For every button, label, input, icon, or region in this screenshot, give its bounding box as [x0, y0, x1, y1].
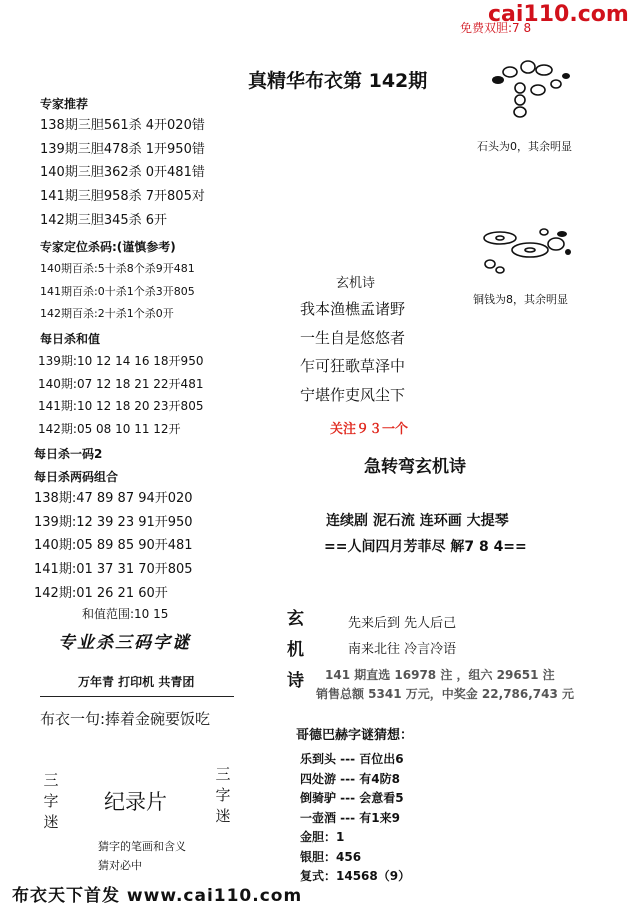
footer: 布衣天下首发 www.cai110.com — [12, 886, 303, 906]
sum-line: 142期:05 08 10 11 12开 — [38, 421, 181, 436]
position-heading: 专家定位杀码:(谨慎参考) — [40, 240, 176, 254]
pairs-line: 140期:05 89 85 90开481 — [34, 538, 193, 554]
expert-line: 138期三胆561杀 4开020错 — [40, 118, 205, 133]
goldbach-line: 复式：14568（9） — [300, 869, 411, 883]
poem-line: 我本渔樵孟诸野 — [300, 300, 406, 318]
page-title: 真精华布衣第 142期 — [248, 70, 428, 92]
goldbach-line: 四处游 --- 有4防8 — [300, 771, 400, 786]
goldbach-heading: 哥德巴赫字谜猜想： — [296, 728, 414, 743]
goldbach-line: 乐到头 --- 百位出6 — [300, 752, 404, 766]
sum-list — [38, 350, 203, 440]
expert-line: 142期三胆345杀 6开 — [40, 212, 168, 228]
stones-caption: 石头为0，其余明显 — [477, 140, 572, 153]
sales-line: 销售总额 5341 万元，中奖金 22,786,743 元 — [316, 687, 575, 701]
site-logo — [450, 0, 629, 35]
xuanji-side-label: 玄机诗 — [287, 609, 304, 691]
pairs-line: 141期:01 37 31 70开805 — [34, 562, 193, 578]
poem-line: 乍可狂歌草泽中 — [300, 357, 406, 375]
xuanji-line: 先来后到 先人后己 — [348, 616, 457, 631]
poem-line: 宁堪作吏风尘下 — [300, 385, 406, 404]
sum-line: 141期:10 12 18 20 23开805 — [38, 399, 204, 413]
logo-site: cai110.com — [488, 2, 629, 27]
goldbach-line: 金胆：1 — [300, 830, 345, 844]
coins-caption: 铜钱为8，其余明显 — [473, 293, 568, 306]
position-line: 140期百杀:5十杀8个杀9开481 — [40, 262, 195, 275]
expert-heading: 专家推荐 — [40, 97, 89, 111]
pairs-line: 139期:12 39 23 91开950 — [34, 514, 193, 530]
riddle-words: 万年青 打印机 共青团 — [78, 675, 195, 689]
sales-line: 141 期直选 16978 注 ，组六 29651 注 — [325, 668, 555, 682]
pairs-line: 138期:47 89 87 94开020 — [34, 491, 193, 506]
expert-list — [40, 114, 205, 233]
buyi-line: 布衣一句:捧着金碗要饭吃 — [40, 710, 211, 728]
divider — [40, 696, 234, 697]
position-line: 142期百杀:2十杀1个杀0开 — [40, 307, 174, 320]
goldbach-line: 一壶酒 --- 有1来9 — [300, 810, 400, 825]
poem-heading: 玄机诗 — [336, 276, 376, 291]
three-riddle-word: 纪录片 — [104, 790, 167, 814]
xuanji-line: 南来北往 冷言冷语 — [348, 642, 457, 657]
sharp-turn-title: 急转弯玄机诗 — [364, 457, 466, 477]
pairs-line: 142期:01 26 21 60开 — [34, 585, 168, 601]
three-riddle-hint: 猜字的笔画和含义 — [98, 840, 186, 853]
logo-tag: 免费双胆:7 8 — [460, 21, 532, 35]
pairs-list — [34, 487, 193, 606]
spring-line: ==人间四月芳菲尽 解7 8 4== — [324, 539, 527, 555]
three-riddle-right: 三字迷 — [215, 765, 231, 825]
goldbach-line: 银胆：456 — [300, 849, 362, 864]
three-riddle-left: 三字迷 — [43, 771, 59, 831]
goldbach-line: 倒骑驴 --- 会意看5 — [300, 791, 404, 805]
pairs-heading: 每日杀两码组合 — [34, 470, 119, 484]
expert-line: 141期三胆958杀 7开805对 — [40, 189, 205, 205]
poem-line: 一生自是悠悠者 — [300, 328, 406, 347]
position-list — [40, 258, 195, 326]
goldbach-list — [300, 750, 410, 887]
coins-illustration — [478, 224, 578, 282]
position-line: 141期百杀:0十杀1个杀3开805 — [40, 284, 195, 298]
stones-illustration — [480, 58, 580, 120]
follow-note: 关注９３一个 — [330, 422, 409, 437]
expert-line: 140期三胆362杀 0开481错 — [40, 165, 205, 181]
sum-heading: 每日杀和值 — [40, 332, 101, 346]
three-riddle-hint: 猜对必中 — [98, 859, 142, 872]
sum-line: 139期:10 12 14 16 18开950 — [38, 354, 204, 368]
poem-body — [300, 295, 405, 409]
drama-line: 连续剧 泥石流 连环画 大提琴 — [326, 513, 509, 529]
sum-line: 140期:07 12 18 21 22开481 — [38, 376, 204, 391]
sum-range: 和值范围:10 15 — [82, 607, 169, 621]
riddle-title: 专业杀三码字谜 — [58, 633, 191, 653]
kill-one: 每日杀一码2 — [34, 447, 103, 461]
expert-line: 139期三胆478杀 1开950错 — [40, 141, 205, 157]
